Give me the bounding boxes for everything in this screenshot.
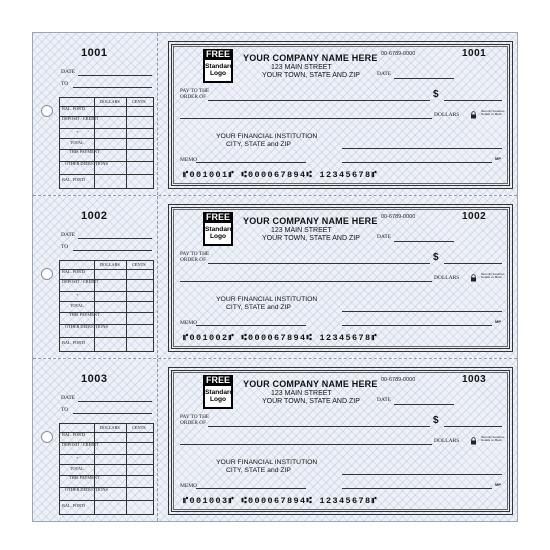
memo-label: MEMO bbox=[180, 320, 198, 326]
logo-placeholder bbox=[203, 49, 233, 83]
check-stub bbox=[33, 359, 158, 521]
pay-to-label: PAY TO THE ORDER OF bbox=[180, 88, 210, 100]
mp-label: MP bbox=[495, 319, 501, 324]
routing-fraction: 00-6789-0000 bbox=[381, 214, 416, 220]
logo-placeholder bbox=[203, 212, 233, 246]
ledger-total: TOTAL bbox=[70, 303, 84, 308]
mp-label: MP bbox=[495, 482, 501, 487]
mp-label: MP bbox=[495, 156, 501, 161]
ledger-dollars-header: DOLLARS bbox=[100, 262, 120, 267]
company-address-2: YOUR TOWN, STATE AND ZIP bbox=[262, 72, 360, 79]
micr-line: ⑈001002⑈ ⑆000067894⑆ 12345678⑈ bbox=[183, 333, 379, 343]
ledger-total: TOTAL bbox=[70, 140, 84, 145]
ledger-dollars-header: DOLLARS bbox=[100, 99, 120, 104]
logo-placeholder bbox=[203, 375, 233, 409]
company-address-1: 123 MAIN STREET bbox=[271, 227, 332, 234]
padlock-icon bbox=[470, 437, 477, 445]
stub-to-label: TO bbox=[61, 81, 69, 87]
ledger-plus: + bbox=[76, 455, 79, 460]
logo-free-text: FREE bbox=[205, 375, 230, 385]
ledger-deposit: DEPOSIT / CREDIT bbox=[62, 279, 99, 284]
stub-date-label: DATE bbox=[61, 69, 76, 75]
ledger-cents-header: CENTS bbox=[132, 262, 146, 267]
micr-line: ⑈001001⑈ ⑆000067894⑆ 12345678⑈ bbox=[183, 170, 379, 180]
stub-check-number: 1001 bbox=[81, 47, 108, 59]
check-row-1 bbox=[33, 33, 517, 195]
check-number: 1003 bbox=[462, 374, 487, 385]
company-address-1: 123 MAIN STREET bbox=[271, 64, 332, 71]
company-address-2: YOUR TOWN, STATE AND ZIP bbox=[262, 235, 360, 242]
security-features-note: Security Features Details on Back bbox=[481, 272, 505, 280]
binder-hole bbox=[41, 105, 53, 117]
bank-city: CITY, STATE and ZIP bbox=[226, 304, 291, 311]
check-body bbox=[168, 204, 513, 352]
ledger-bal-fwd-2: BAL. FOR'D bbox=[62, 177, 85, 182]
bank-name: YOUR FINANCIAL INSTITUTION bbox=[216, 459, 318, 466]
dollars-label: DOLLARS bbox=[434, 112, 460, 118]
binder-hole bbox=[41, 431, 53, 443]
ledger-total: TOTAL bbox=[70, 466, 84, 471]
company-name: YOUR COMPANY NAME HERE bbox=[243, 379, 378, 389]
check-date-label: DATE bbox=[377, 71, 392, 77]
pay-to-label: PAY TO THE ORDER OF bbox=[180, 251, 210, 263]
micr-line: ⑈001003⑈ ⑆000067894⑆ 12345678⑈ bbox=[183, 496, 379, 506]
ledger-other-deductions: OTHER DEDUCTIONS bbox=[65, 487, 108, 492]
pay-to-label: PAY TO THE ORDER OF bbox=[180, 414, 210, 426]
check-date-label: DATE bbox=[377, 234, 392, 240]
check-stub bbox=[33, 196, 158, 358]
logo-line-2: Logo bbox=[209, 70, 227, 78]
ledger-bal-fwd-2: BAL. FOR'D bbox=[62, 503, 85, 508]
ledger-deposit: DEPOSIT / CREDIT bbox=[62, 442, 99, 447]
logo-line-1: Standard bbox=[205, 63, 234, 70]
stub-check-number: 1003 bbox=[81, 373, 108, 385]
ledger-dollars-header: DOLLARS bbox=[100, 425, 120, 430]
company-address-1: 123 MAIN STREET bbox=[271, 390, 332, 397]
ledger-deposit: DEPOSIT / CREDIT bbox=[62, 116, 99, 121]
bank-name: YOUR FINANCIAL INSTITUTION bbox=[216, 133, 318, 140]
ledger-bal-fwd: BAL. FOR'D bbox=[62, 269, 85, 274]
padlock-icon bbox=[470, 274, 477, 282]
dollar-sign: $ bbox=[433, 89, 439, 100]
check-body bbox=[168, 367, 513, 515]
logo-free-text: FREE bbox=[205, 212, 230, 222]
check-stub bbox=[33, 33, 158, 195]
bank-name: YOUR FINANCIAL INSTITUTION bbox=[216, 296, 318, 303]
routing-fraction: 00-6789-0000 bbox=[381, 51, 416, 57]
ledger-other-deductions: OTHER DEDUCTIONS bbox=[65, 161, 108, 166]
company-name: YOUR COMPANY NAME HERE bbox=[243, 216, 378, 226]
ledger-bal-fwd-2: BAL. FOR'D bbox=[62, 340, 85, 345]
stub-ledger bbox=[59, 97, 154, 189]
security-features-note: Security Features Details on Back bbox=[481, 435, 505, 443]
binder-hole bbox=[41, 268, 53, 280]
ledger-plus: + bbox=[76, 129, 79, 134]
memo-label: MEMO bbox=[180, 157, 198, 163]
check-sheet bbox=[32, 32, 518, 522]
logo-line-1: Standard bbox=[205, 389, 234, 396]
logo-line-2: Logo bbox=[209, 233, 227, 241]
dollars-label: DOLLARS bbox=[434, 438, 460, 444]
logo-line-1: Standard bbox=[205, 226, 234, 233]
stub-to-label: TO bbox=[61, 407, 69, 413]
memo-label: MEMO bbox=[180, 483, 198, 489]
ledger-this-payment: THIS PAYMENT bbox=[69, 149, 100, 154]
dollar-sign: $ bbox=[433, 415, 439, 426]
check-number: 1002 bbox=[462, 211, 487, 222]
bank-city: CITY, STATE and ZIP bbox=[226, 467, 291, 474]
stub-ledger bbox=[59, 260, 154, 352]
ledger-cents-header: CENTS bbox=[132, 99, 146, 104]
stub-date-label: DATE bbox=[61, 395, 76, 401]
security-features-note: Security Features Details on Back bbox=[481, 109, 505, 117]
ledger-bal-fwd: BAL. FOR'D bbox=[62, 106, 85, 111]
stub-date-label: DATE bbox=[61, 232, 76, 238]
company-address-2: YOUR TOWN, STATE AND ZIP bbox=[262, 398, 360, 405]
check-body bbox=[168, 41, 513, 189]
bank-city: CITY, STATE and ZIP bbox=[226, 141, 291, 148]
stub-ledger bbox=[59, 423, 154, 515]
check-row-3 bbox=[33, 359, 517, 521]
check-date-label: DATE bbox=[377, 397, 392, 403]
padlock-icon bbox=[470, 111, 477, 119]
ledger-this-payment: THIS PAYMENT bbox=[69, 312, 100, 317]
routing-fraction: 00-6789-0000 bbox=[381, 377, 416, 383]
dollars-label: DOLLARS bbox=[434, 275, 460, 281]
logo-free-text: FREE bbox=[205, 49, 230, 59]
ledger-other-deductions: OTHER DEDUCTIONS bbox=[65, 324, 108, 329]
stub-to-label: TO bbox=[61, 244, 69, 250]
check-row-2 bbox=[33, 196, 517, 358]
ledger-cents-header: CENTS bbox=[132, 425, 146, 430]
stub-check-number: 1002 bbox=[81, 210, 108, 222]
ledger-bal-fwd: BAL. FOR'D bbox=[62, 432, 85, 437]
ledger-plus: + bbox=[76, 292, 79, 297]
company-name: YOUR COMPANY NAME HERE bbox=[243, 53, 378, 63]
check-number: 1001 bbox=[462, 48, 487, 59]
ledger-this-payment: THIS PAYMENT bbox=[69, 475, 100, 480]
logo-line-2: Logo bbox=[209, 396, 227, 404]
dollar-sign: $ bbox=[433, 252, 439, 263]
